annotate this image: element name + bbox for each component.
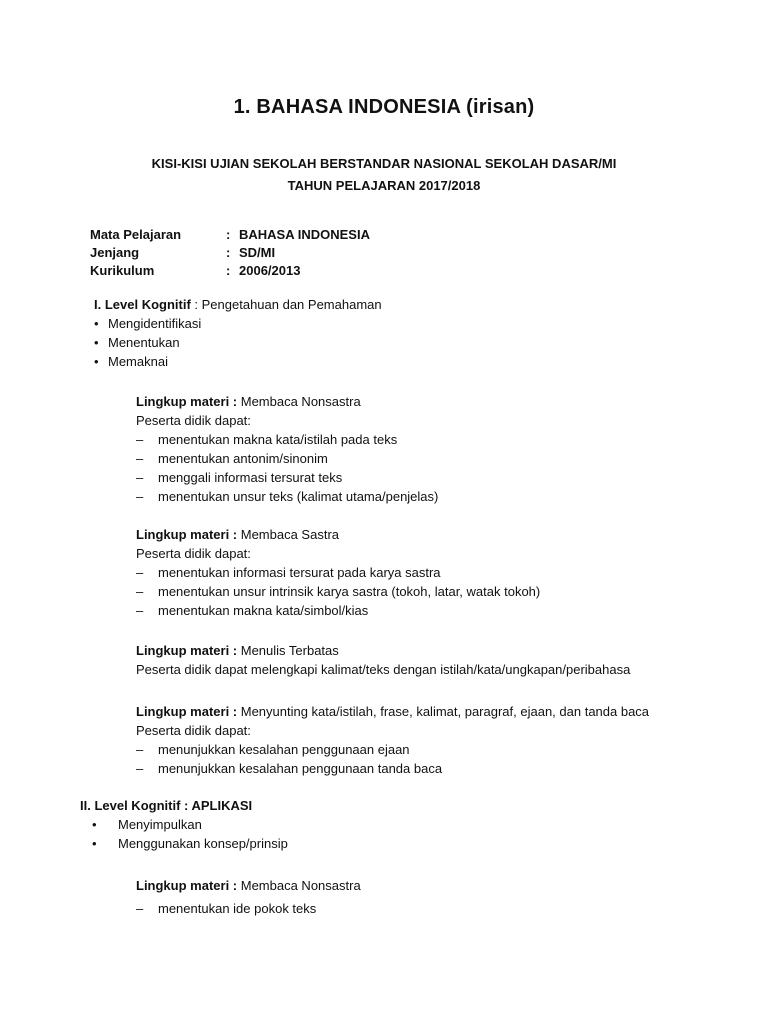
bullet-icon: • [94, 354, 99, 369]
dash-icon: – [136, 470, 144, 485]
section-heading [136, 641, 736, 660]
section-heading-label: Lingkup materi : [136, 878, 238, 893]
section-heading-label: Lingkup materi : [136, 527, 238, 542]
section-list [136, 430, 736, 506]
section-menulis-terbatas [136, 641, 736, 679]
list-item [136, 601, 736, 620]
section-heading-label: Lingkup materi : [136, 394, 238, 409]
section-list [136, 899, 736, 918]
section-list [136, 563, 736, 620]
list-item-text: menentukan makna kata/istilah pada teks [158, 432, 398, 447]
section-heading-label: Lingkup materi : [136, 704, 238, 719]
dash-icon: – [136, 565, 144, 580]
dash-icon: – [136, 603, 144, 618]
list-item [136, 899, 736, 918]
section-heading-label: Lingkup materi : [136, 643, 238, 658]
list-item-text: menunjukkan kesalahan penggunaan tanda baca [158, 761, 443, 776]
section-heading-topic: Menulis Terbatas [237, 643, 339, 658]
dash-icon: – [136, 489, 144, 504]
meta-label: Jenjang [90, 245, 140, 260]
section-heading-topic: Menyunting kata/istilah, frase, kalimat, paragraf, ejaan, dan tanda baca [237, 704, 650, 719]
bullet-icon: • [94, 316, 99, 331]
level-heading [94, 296, 382, 314]
list-item-text: Memaknai [108, 354, 168, 369]
list-item [136, 740, 736, 759]
list-item-text: menentukan antonim/sinonim [158, 451, 328, 466]
dash-icon: – [136, 432, 144, 447]
section-menyunting [136, 702, 736, 778]
section-list [136, 740, 736, 778]
level-kognitif-1 [94, 296, 382, 371]
level-heading: II. Level Kognitif : APLIKASI [80, 798, 253, 813]
meta-colon: : [226, 227, 231, 242]
section-heading [136, 525, 736, 544]
section-intro: Peserta didik dapat: [136, 723, 251, 738]
bullet-icon: • [92, 836, 97, 851]
meta-row [90, 226, 510, 244]
list-item-text: menentukan unsur intrinsik karya sastra (tokoh, latar, watak tokoh) [158, 584, 541, 599]
list-item-text: menggali informasi tersurat teks [158, 470, 343, 485]
section-membaca-nonsastra-aplikasi [136, 876, 736, 918]
section-membaca-nonsastra [136, 392, 736, 506]
list-item-text: menunjukkan kesalahan penggunaan ejaan [158, 742, 410, 757]
list-item [80, 834, 288, 853]
list-item-text: menentukan unsur teks (kalimat utama/penjelas) [158, 489, 439, 504]
bullet-icon: • [94, 335, 99, 350]
level-list [80, 815, 288, 853]
meta-row [90, 262, 510, 280]
list-item [136, 468, 736, 487]
level-heading-label: I. Level Kognitif [94, 297, 191, 312]
list-item [136, 759, 736, 778]
list-item [136, 563, 736, 582]
document-subtitle-line2: TAHUN PELAJARAN 2017/2018 [287, 178, 481, 193]
document-title: 1. BAHASA INDONESIA (irisan) [233, 96, 535, 118]
section-membaca-sastra [136, 525, 736, 620]
dash-icon: – [136, 584, 144, 599]
list-item [136, 487, 736, 506]
level-kognitif-2 [80, 797, 288, 853]
list-item-text: menentukan ide pokok teks [158, 901, 317, 916]
list-item [136, 582, 736, 601]
bullet-icon: • [92, 817, 97, 832]
meta-label: Mata Pelajaran [90, 227, 182, 242]
document-subtitle-line1: KISI-KISI UJIAN SEKOLAH BERSTANDAR NASIONAL SEKOLAH DASAR/MI [151, 156, 617, 171]
level-list [94, 314, 382, 371]
list-item-text: Menyimpulkan [118, 817, 202, 832]
meta-value: SD/MI [239, 245, 276, 260]
list-item-text: Menentukan [108, 335, 180, 350]
section-intro: Peserta didik dapat melengkapi kalimat/teks dengan istilah/kata/ungkapan/peribahasa [136, 662, 631, 677]
list-item-text: menentukan makna kata/simbol/kias [158, 603, 369, 618]
section-heading [136, 392, 736, 411]
list-item [136, 449, 736, 468]
section-heading [136, 702, 736, 721]
section-heading [136, 876, 736, 895]
meta-colon: : [226, 263, 231, 278]
meta-value: BAHASA INDONESIA [239, 227, 370, 242]
dash-icon: – [136, 901, 144, 916]
dash-icon: – [136, 742, 144, 757]
subject-info [90, 226, 510, 280]
list-item-text: Menggunakan konsep/prinsip [118, 836, 288, 851]
section-heading-topic: Membaca Nonsastra [237, 394, 361, 409]
list-item [94, 352, 382, 371]
section-intro: Peserta didik dapat: [136, 546, 251, 561]
list-item-text: Mengidentifikasi [108, 316, 202, 331]
dash-icon: – [136, 451, 144, 466]
list-item [80, 815, 288, 834]
section-intro: Peserta didik dapat: [136, 413, 251, 428]
list-item [136, 430, 736, 449]
level-heading-detail: : Pengetahuan dan Pemahaman [190, 297, 382, 312]
list-item [94, 333, 382, 352]
list-item [94, 314, 382, 333]
section-heading-topic: Membaca Nonsastra [237, 878, 361, 893]
list-item-text: menentukan informasi tersurat pada karya sastra [158, 565, 441, 580]
section-heading-topic: Membaca Sastra [237, 527, 339, 542]
dash-icon: – [136, 761, 144, 776]
meta-label: Kurikulum [90, 263, 155, 278]
meta-colon: : [226, 245, 231, 260]
meta-row [90, 244, 510, 262]
meta-value: 2006/2013 [239, 263, 301, 278]
